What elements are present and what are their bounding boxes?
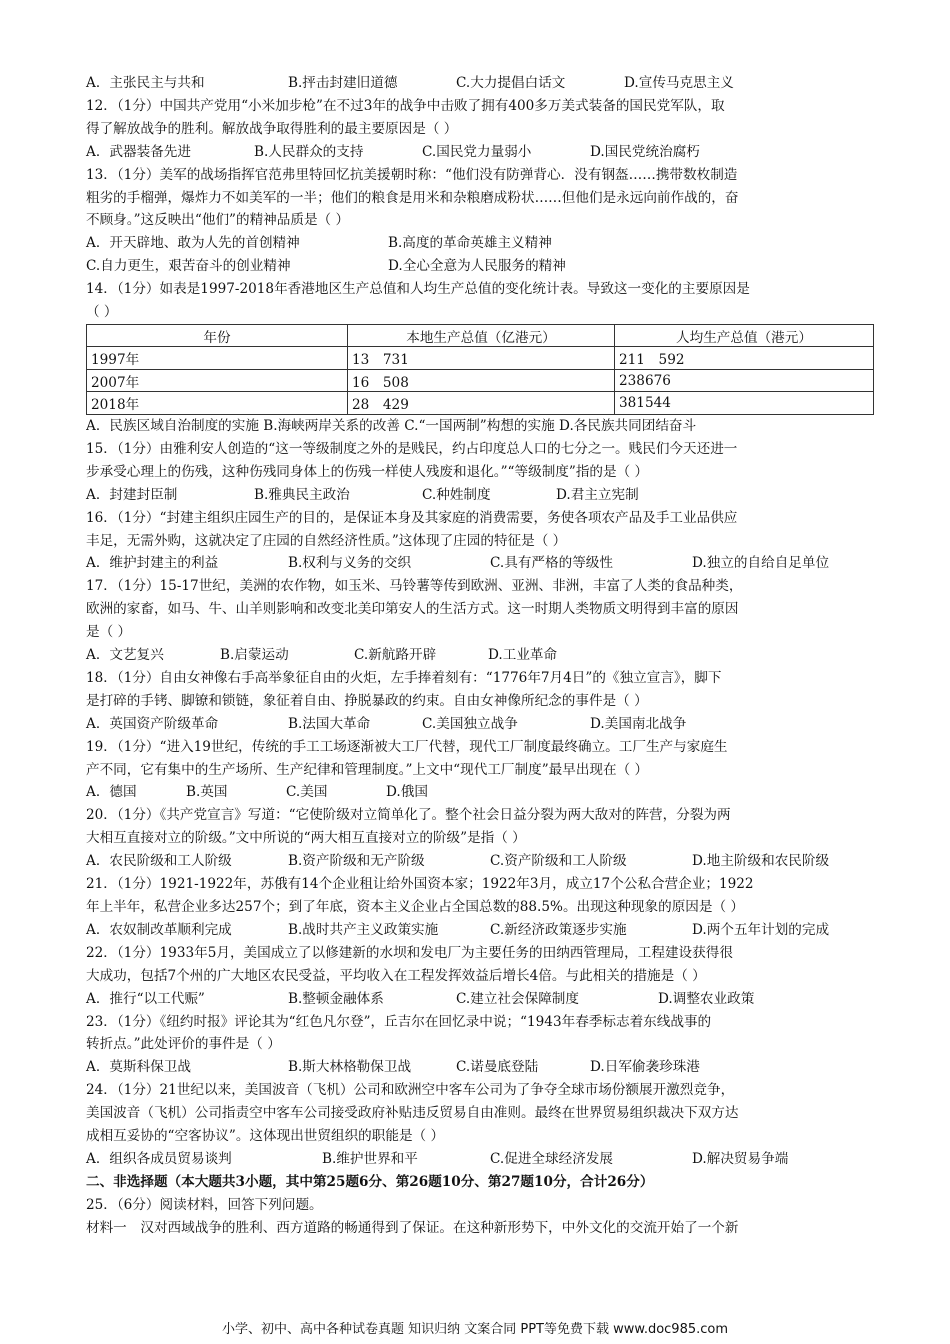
table-row — [87, 347, 874, 370]
q22-option-d: D.调整农业政策 — [658, 990, 755, 1007]
q24-option-a: A．组织各成员贸易谈判 — [86, 1150, 232, 1167]
table-cell: 211 592 — [615, 347, 874, 370]
q24-stem-line: 24．（1分）21世纪以来，美国波音（飞机）公司和欧洲空中客车公司为了争夺全球市场份额展开激烈竞争， — [86, 1082, 735, 1099]
q18-option-d: D.美国南北战争 — [590, 715, 687, 732]
table-row — [87, 369, 874, 392]
q20-option-c: C.资产阶级和工人阶级 — [490, 853, 627, 870]
q17-option-a: A．文艺复兴 — [86, 647, 164, 664]
q19-option-c: C.美国 — [286, 784, 328, 801]
q21-option-b: B.战时共产主义政策实施 — [288, 921, 439, 938]
question-21 — [86, 873, 874, 942]
q13-option-c: C.自力更生，艰苦奋斗的创业精神 — [86, 258, 291, 275]
q13-option-a: A．开天辟地、敢为人先的首创精神 — [86, 235, 300, 252]
table-cell: 28 429 — [348, 392, 615, 415]
material-1-line: 材料一 汉对西域战争的胜利、西方道路的畅通得到了保证。在这种新形势下，中外文化的交流开始了一个新 — [86, 1219, 739, 1236]
q18-option-c: C.美国独立战争 — [422, 715, 518, 732]
page-footer: 小学、初中、高中各种试卷真题 知识归纳 文案合同 PPT等免费下载 www.doc985.com — [221, 1322, 729, 1337]
q16-option-a: A．维护封建主的利益 — [86, 555, 219, 572]
q11-options — [86, 72, 874, 95]
q11-option-b: B.抨击封建旧道德 — [288, 75, 398, 91]
q18-stem-line: 18．（1分）自由女神像右手高举象征自由的火炬，左手捧着刻有：“1776年7月4日”的《独立宣言》，脚下 — [86, 669, 722, 686]
q14-stem-line: （ ） — [86, 304, 118, 321]
q18-option-b: B.法国大革命 — [288, 715, 371, 732]
q16-option-d: D.独立的自给自足单位 — [692, 555, 830, 572]
q24-stem-line: 美国波音（飞机）公司指责空中客车公司接受政府补贴违反贸易自由准则。最终在世界贸易组织裁决下双方达 — [86, 1105, 739, 1122]
q16-stem-line: 丰足，无需外购，这就决定了庄园的自然经济性质。”这体现了庄园的特征是（ ） — [86, 532, 567, 549]
q11-option-c: C.大力提倡白话文 — [456, 75, 566, 91]
q23-stem-line: 23．（1分）《纽约时报》评论其为“红色凡尔登”，丘吉尔在回忆录中说；“1943年春季标志着东线战事的 — [86, 1013, 712, 1030]
q20-stem-line: 大相互直接对立的阶级。”文中所说的“两大相互直接对立的阶级”是指（ ） — [86, 830, 526, 847]
q23-option-d: D.日军偷袭珍珠港 — [590, 1059, 700, 1076]
q23-stem-line: 转折点。”此处评价的事件是（ ） — [86, 1036, 281, 1053]
q19-stem-line: 19．（1分）“进入19世纪，传统的手工工场逐渐被大工厂代替，现代工厂制度最终确立。工厂生产与家庭生 — [86, 738, 728, 755]
q11-option-a: A．主张民主与共和 — [86, 75, 205, 91]
q23-option-b: B.斯大林格勒保卫战 — [288, 1059, 412, 1076]
q12-option-c: C.国民党力量弱小 — [422, 143, 532, 160]
q13-option-b: B.高度的革命英雄主义精神 — [388, 235, 552, 252]
question-23 — [86, 1011, 874, 1080]
q16-stem-line: 16．（1分）“封建主组织庄园生产的目的，是保证本身及其家庭的消费需要，务使各项农产品及手工业品供应 — [86, 509, 738, 526]
q17-option-d: D.工业革命 — [488, 647, 558, 664]
table-cell: 2007年 — [87, 369, 348, 392]
q24-stem-line: 成相互妥协的“空客协议”。这体现出世贸组织的职能是（ ） — [86, 1128, 445, 1145]
q15-option-c: C.种姓制度 — [422, 486, 491, 503]
q12-option-a: A．武器装备先进 — [86, 143, 191, 160]
table-header-row — [87, 324, 874, 347]
question-22 — [86, 942, 874, 1011]
q19-option-b: B.英国 — [186, 784, 228, 801]
q21-option-c: C.新经济政策逐步实施 — [490, 921, 627, 938]
q20-option-b: B.资产阶级和无产阶级 — [288, 853, 425, 870]
q19-option-d: D.俄国 — [386, 784, 428, 801]
q17-stem-line: 17．（1分）15-17世纪，美洲的农作物，如玉米、马铃薯等传到欧洲、亚洲、非洲，丰富了人类的食品种类， — [86, 578, 743, 595]
table-header-per-capita: 人均生产总值（港元） — [615, 324, 874, 347]
q15-option-d: D.君主立宪制 — [556, 486, 639, 503]
q16-option-c: C.具有严格的等级性 — [490, 555, 613, 572]
q22-stem-line: 22．（1分）1933年5月，美国成立了以修建新的水坝和发电厂为主要任务的田纳西管理局，工程建设获得很 — [86, 944, 733, 961]
q12-option-d: D.国民党统治腐朽 — [590, 143, 700, 160]
q20-option-d: D.地主阶级和农民阶级 — [692, 853, 830, 870]
table-cell: 16 508 — [348, 369, 615, 392]
q14-options: A．民族区域自治制度的实施 B.海峡两岸关系的改善 C.“一国两制”构想的实施 D.各民族共同团结奋斗 — [86, 417, 697, 434]
q13-stem-line: 不顾身。”这反映出“他们”的精神品质是（ ） — [86, 212, 350, 229]
q22-option-b: B.整顿金融体系 — [288, 990, 384, 1007]
q20-option-a: A．农民阶级和工人阶级 — [86, 853, 232, 870]
q21-option-a: A．农奴制改革顺利完成 — [86, 921, 232, 938]
q15-stem-line: 15．（1分）由雅利安人创造的“这一等级制度之外的是贱民，约占印度总人口的七分之一。贱民们今天还进一 — [86, 440, 738, 457]
table-header-gdp: 本地生产总值（亿港元） — [348, 324, 615, 347]
q12-option-b: B.人民群众的支持 — [254, 143, 364, 160]
q23-option-c: C.诺曼底登陆 — [456, 1059, 539, 1076]
q11-option-d: D.宣传马克思主义 — [624, 75, 734, 91]
q22-stem-line: 大成功，包括7个州的广大地区农民受益，平均收入在工程发挥效益后增长4倍。与此相关的措施是（ ） — [86, 967, 706, 984]
question-19 — [86, 736, 874, 805]
q14-stem-line: 14．（1分）如表是1997-2018年香港地区生产总值和人均生产总值的变化统计表。导致这一变化的主要原因是 — [86, 281, 750, 298]
table-cell: 238676 — [615, 369, 874, 392]
q13-stem-line: 13．（1分）美军的战场指挥官范弗里特回忆抗美援朝时称：“他们没有防弹背心．没有钢盔……携带数枚制造 — [86, 166, 738, 183]
exam-page — [86, 72, 874, 1240]
q22-option-a: A．推行“以工代赈” — [86, 990, 205, 1007]
table-cell: 381544 — [615, 392, 874, 415]
q17-option-b: B.启蒙运动 — [220, 647, 289, 664]
q17-option-c: C.新航路开辟 — [354, 647, 437, 664]
q25-stem: 25．（6分）阅读材料，回答下列问题。 — [86, 1196, 323, 1213]
q23-option-a: A．莫斯科保卫战 — [86, 1059, 191, 1076]
question-20 — [86, 804, 874, 873]
q24-option-c: C.促进全球经济发展 — [490, 1150, 613, 1167]
q19-stem-line: 产不同，它有集中的生产场所、生产纪律和管理制度。”上文中“现代工厂制度”最早出现在（ ） — [86, 761, 649, 778]
q19-option-a: A．德国 — [86, 784, 137, 801]
q18-stem-line: 是打碎的手铐、脚镣和锁链，象征着自由、挣脱暴政的约束。自由女神像所纪念的事件是（ ） — [86, 692, 648, 709]
question-24 — [86, 1079, 874, 1171]
question-12 — [86, 95, 874, 164]
q21-stem-line: 年上半年，私营企业多达257个；到了年底，资本主义企业占全国总数的88.5%。出现这种现象的原因是（ ） — [86, 899, 744, 915]
q15-stem-line: 步承受心理上的伤残，这种伤残同身体上的伤残一样使人残废和退化。”“等级制度”指的是（ ） — [86, 463, 649, 480]
table-header-year: 年份 — [87, 324, 348, 347]
q17-stem-line: 是（ ） — [86, 624, 132, 641]
q15-option-b: B.雅典民主政治 — [254, 486, 350, 503]
q24-option-b: B.维护世界和平 — [322, 1150, 418, 1167]
question-13 — [86, 164, 874, 279]
table-cell: 1997年 — [87, 347, 348, 370]
q13-option-d: D.全心全意为人民服务的精神 — [388, 258, 566, 275]
question-18 — [86, 667, 874, 736]
q12-stem-line: 得了解放战争的胜利。解放战争取得胜利的最主要原因是（ ） — [86, 120, 458, 137]
q15-option-a: A．封建封臣制 — [86, 486, 178, 503]
q17-stem-line: 欧洲的家畜，如马、牛、山羊则影响和改变北美印第安人的生活方式。这一时期人类物质文明得到丰富的原因 — [86, 601, 739, 618]
hk-gdp-table — [86, 324, 874, 415]
q21-stem-line: 21．（1分）1921-1922年，苏俄有14个企业租让给外国资本家；1922年3月，成立17个公私合营企业；1922 — [86, 876, 754, 893]
q12-stem-line: 12．（1分）中国共产党用“小米加步枪”在不过3年的战争中击败了拥有400多万美式装备的国民党军队，取 — [86, 97, 725, 114]
table-cell: 2018年 — [87, 392, 348, 415]
question-14 — [86, 278, 874, 438]
table-row — [87, 392, 874, 415]
q18-option-a: A．英国资产阶级革命 — [86, 715, 219, 732]
question-15 — [86, 438, 874, 507]
question-17 — [86, 575, 874, 667]
question-16 — [86, 507, 874, 576]
q13-stem-line: 粗劣的手榴弹，爆炸力不如美军的一半；他们的粮食是用米和杂粮磨成粉状……但他们是永远向前作战的，奋 — [86, 189, 739, 206]
section-2-heading: 二、非选择题（本大题共3小题，其中第25题6分、第26题10分、第27题10分，合计26分） — [86, 1173, 654, 1190]
q24-option-d: D.解决贸易争端 — [692, 1150, 789, 1167]
table-cell: 13 731 — [348, 347, 615, 370]
q22-option-c: C.建立社会保障制度 — [456, 990, 579, 1007]
q16-option-b: B.权利与义务的交织 — [288, 555, 412, 572]
q20-stem-line: 20．（1分）《共产党宣言》写道：“它使阶级对立简单化了。整个社会日益分裂为两大敌对的阵营，分裂为两 — [86, 807, 731, 824]
q21-option-d: D.两个五年计划的完成 — [692, 921, 830, 938]
